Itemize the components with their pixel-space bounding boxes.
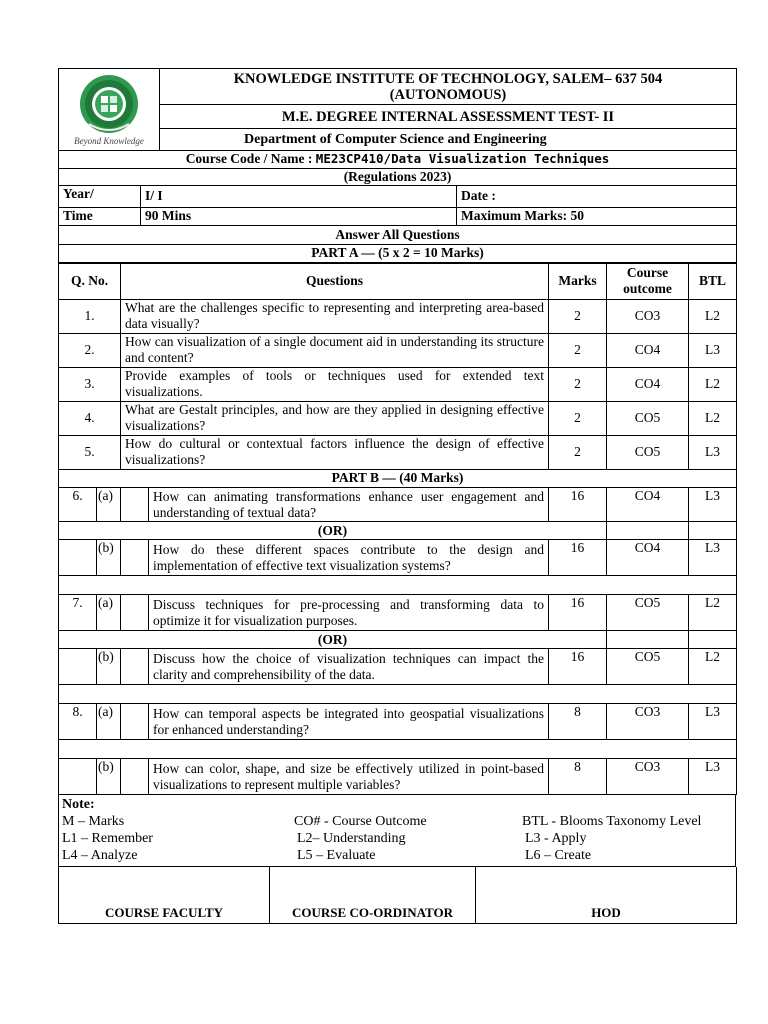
q-co: CO4	[607, 367, 689, 401]
q-marks: 16	[549, 540, 607, 576]
q-marks: 8	[549, 759, 607, 795]
note-item: L6 – Create	[525, 848, 592, 863]
q-marks: 2	[549, 435, 607, 469]
table-row	[59, 401, 737, 435]
blank-cell	[121, 595, 149, 631]
year-label: Year/	[59, 185, 141, 207]
blank-cell	[689, 631, 737, 649]
year-value: I/ I	[141, 185, 457, 207]
table-row	[59, 540, 737, 576]
blank-cell	[59, 759, 97, 795]
table-row	[59, 435, 737, 469]
header-btl: BTL	[689, 263, 737, 299]
question-paper	[58, 68, 736, 924]
institute-name: KNOWLEDGE INSTITUTE OF TECHNOLOGY, SALEM– 637 504	[233, 70, 663, 87]
course-line	[59, 151, 737, 168]
logo-cell	[59, 69, 160, 151]
blank-cell	[121, 540, 149, 576]
blank-cell	[59, 649, 97, 685]
date-label: Date :	[457, 185, 737, 207]
q-number: 7.	[59, 595, 97, 631]
instruction: Answer All Questions	[59, 225, 737, 244]
signature-hod: HOD	[476, 867, 737, 924]
q-btl: L2	[689, 595, 737, 631]
question-text: How can color, shape, and size be effectively utilized in point-based visualizations to represent multiple variables?	[149, 759, 549, 795]
note-item: BTL - Blooms Taxonomy Level	[522, 814, 702, 829]
table-row	[59, 704, 737, 740]
note-item: L1 – Remember	[62, 831, 153, 846]
q-marks: 8	[549, 704, 607, 740]
q-number: 2.	[59, 333, 121, 367]
q-btl: L3	[689, 704, 737, 740]
signature-course-faculty: COURSE FACULTY	[59, 867, 270, 924]
note-table	[59, 796, 735, 864]
question-text: Discuss techniques for pre-processing and transforming data to optimize it for visualization purposes.	[149, 595, 549, 631]
table-row	[59, 299, 737, 333]
header-co: Course outcome	[607, 263, 689, 299]
q-btl: L3	[689, 540, 737, 576]
q-btl: L2	[689, 367, 737, 401]
department: Department of Computer Science and Engineering	[160, 129, 737, 151]
blank-cell	[607, 522, 689, 540]
note-item: L2– Understanding	[297, 831, 406, 846]
q-marks: 16	[549, 595, 607, 631]
spacer-row	[59, 740, 737, 759]
q-co: CO3	[607, 299, 689, 333]
blank-cell	[121, 649, 149, 685]
q-marks: 2	[549, 367, 607, 401]
note-item: L3 - Apply	[525, 831, 587, 846]
blank-cell	[121, 704, 149, 740]
q-marks: 2	[549, 333, 607, 367]
part-a-title: PART A — (5 x 2 = 10 Marks)	[59, 244, 737, 262]
header-questions: Questions	[121, 263, 549, 299]
note-item: L5 – Evaluate	[297, 848, 376, 863]
regulations: (Regulations 2023)	[59, 168, 737, 185]
q-co: CO5	[607, 401, 689, 435]
table-row	[59, 367, 737, 401]
motto: Beyond Knowledge	[74, 135, 144, 146]
q-btl: L3	[689, 488, 737, 522]
q-co: CO4	[607, 333, 689, 367]
q-co: CO4	[607, 540, 689, 576]
q-btl: L3	[689, 759, 737, 795]
note-section	[58, 795, 736, 867]
note-title: Note:	[62, 797, 95, 812]
course-table	[58, 151, 737, 263]
q-marks: 16	[549, 488, 607, 522]
time-value: 90 Mins	[141, 207, 457, 225]
q-number: 8.	[59, 704, 97, 740]
question-text: How do cultural or contextual factors influence the design of effective visualizations?	[121, 435, 549, 469]
question-text: How can visualization of a single document aid in understanding its structure and content?	[121, 333, 549, 367]
question-text: What are Gestalt principles, and how are they applied in designing effective visualizations?	[121, 401, 549, 435]
note-item: L4 – Analyze	[62, 848, 138, 863]
exam-title: M.E. DEGREE INTERNAL ASSESSMENT TEST- II	[160, 105, 737, 129]
q-btl: L3	[689, 435, 737, 469]
q-sub: (a)	[97, 488, 121, 522]
part-a-table	[58, 263, 737, 470]
q-sub: (a)	[97, 595, 121, 631]
q-number: 4.	[59, 401, 121, 435]
header-table	[58, 68, 737, 151]
part-b-table	[58, 470, 737, 796]
table-row	[59, 649, 737, 685]
table-row	[59, 595, 737, 631]
course-name: Data Visualization Techniques	[391, 151, 610, 167]
seal-icon	[71, 74, 147, 136]
header-qno: Q. No.	[59, 263, 121, 299]
table-row	[59, 759, 737, 795]
q-co: CO5	[607, 649, 689, 685]
signature-course-coordinator: COURSE CO-ORDINATOR	[270, 867, 476, 924]
max-marks: Maximum Marks: 50	[457, 207, 737, 225]
q-number: 6.	[59, 488, 97, 522]
question-text: What are the challenges specific to representing and interpreting area-based data visually?	[121, 299, 549, 333]
note-item: M – Marks	[62, 814, 125, 829]
q-marks: 2	[549, 401, 607, 435]
q-sub: (b)	[97, 759, 121, 795]
question-text: Discuss how the choice of visualization techniques can impact the clarity and comprehensibility of the data.	[149, 649, 549, 685]
spacer-row	[59, 685, 737, 704]
q-sub: (b)	[97, 540, 121, 576]
q-btl: L2	[689, 649, 737, 685]
course-label: Course Code / Name :	[185, 151, 316, 167]
q-btl: L2	[689, 299, 737, 333]
blank-cell	[121, 488, 149, 522]
note-item: CO# - Course Outcome	[294, 814, 427, 829]
table-row	[59, 333, 737, 367]
question-text: Provide examples of tools or techniques used for extended text visualizations.	[121, 367, 549, 401]
course-code: ME23CP410/	[315, 151, 392, 167]
q-btl: L3	[689, 333, 737, 367]
blank-cell	[607, 631, 689, 649]
q-sub: (b)	[97, 649, 121, 685]
institute-name-cell	[160, 69, 737, 105]
q-co: CO3	[607, 704, 689, 740]
or-label: (OR)	[59, 631, 607, 649]
institute-logo	[59, 74, 159, 146]
time-label: Time	[59, 207, 141, 225]
blank-cell	[121, 759, 149, 795]
q-number: 5.	[59, 435, 121, 469]
blank-cell	[689, 522, 737, 540]
table-row	[59, 488, 737, 522]
question-text: How can animating transformations enhance user engagement and understanding of textual data?	[149, 488, 549, 522]
q-co: CO5	[607, 435, 689, 469]
question-text: How do these different spaces contribute to the design and implementation of effective text visualization systems?	[149, 540, 549, 576]
q-marks: 16	[549, 649, 607, 685]
part-b-title: PART B — (40 Marks)	[59, 470, 737, 488]
q-co: CO4	[607, 488, 689, 522]
q-number: 1.	[59, 299, 121, 333]
q-number: 3.	[59, 367, 121, 401]
q-co: CO5	[607, 595, 689, 631]
blank-cell	[59, 540, 97, 576]
q-marks: 2	[549, 299, 607, 333]
q-sub: (a)	[97, 704, 121, 740]
signature-table	[58, 867, 737, 924]
or-label: (OR)	[59, 522, 607, 540]
q-btl: L2	[689, 401, 737, 435]
q-co: CO3	[607, 759, 689, 795]
institute-status: (AUTONOMOUS)	[389, 86, 507, 103]
question-text: How can temporal aspects be integrated into geospatial visualizations for enhanced understanding?	[149, 704, 549, 740]
spacer-row	[59, 576, 737, 595]
header-marks: Marks	[549, 263, 607, 299]
